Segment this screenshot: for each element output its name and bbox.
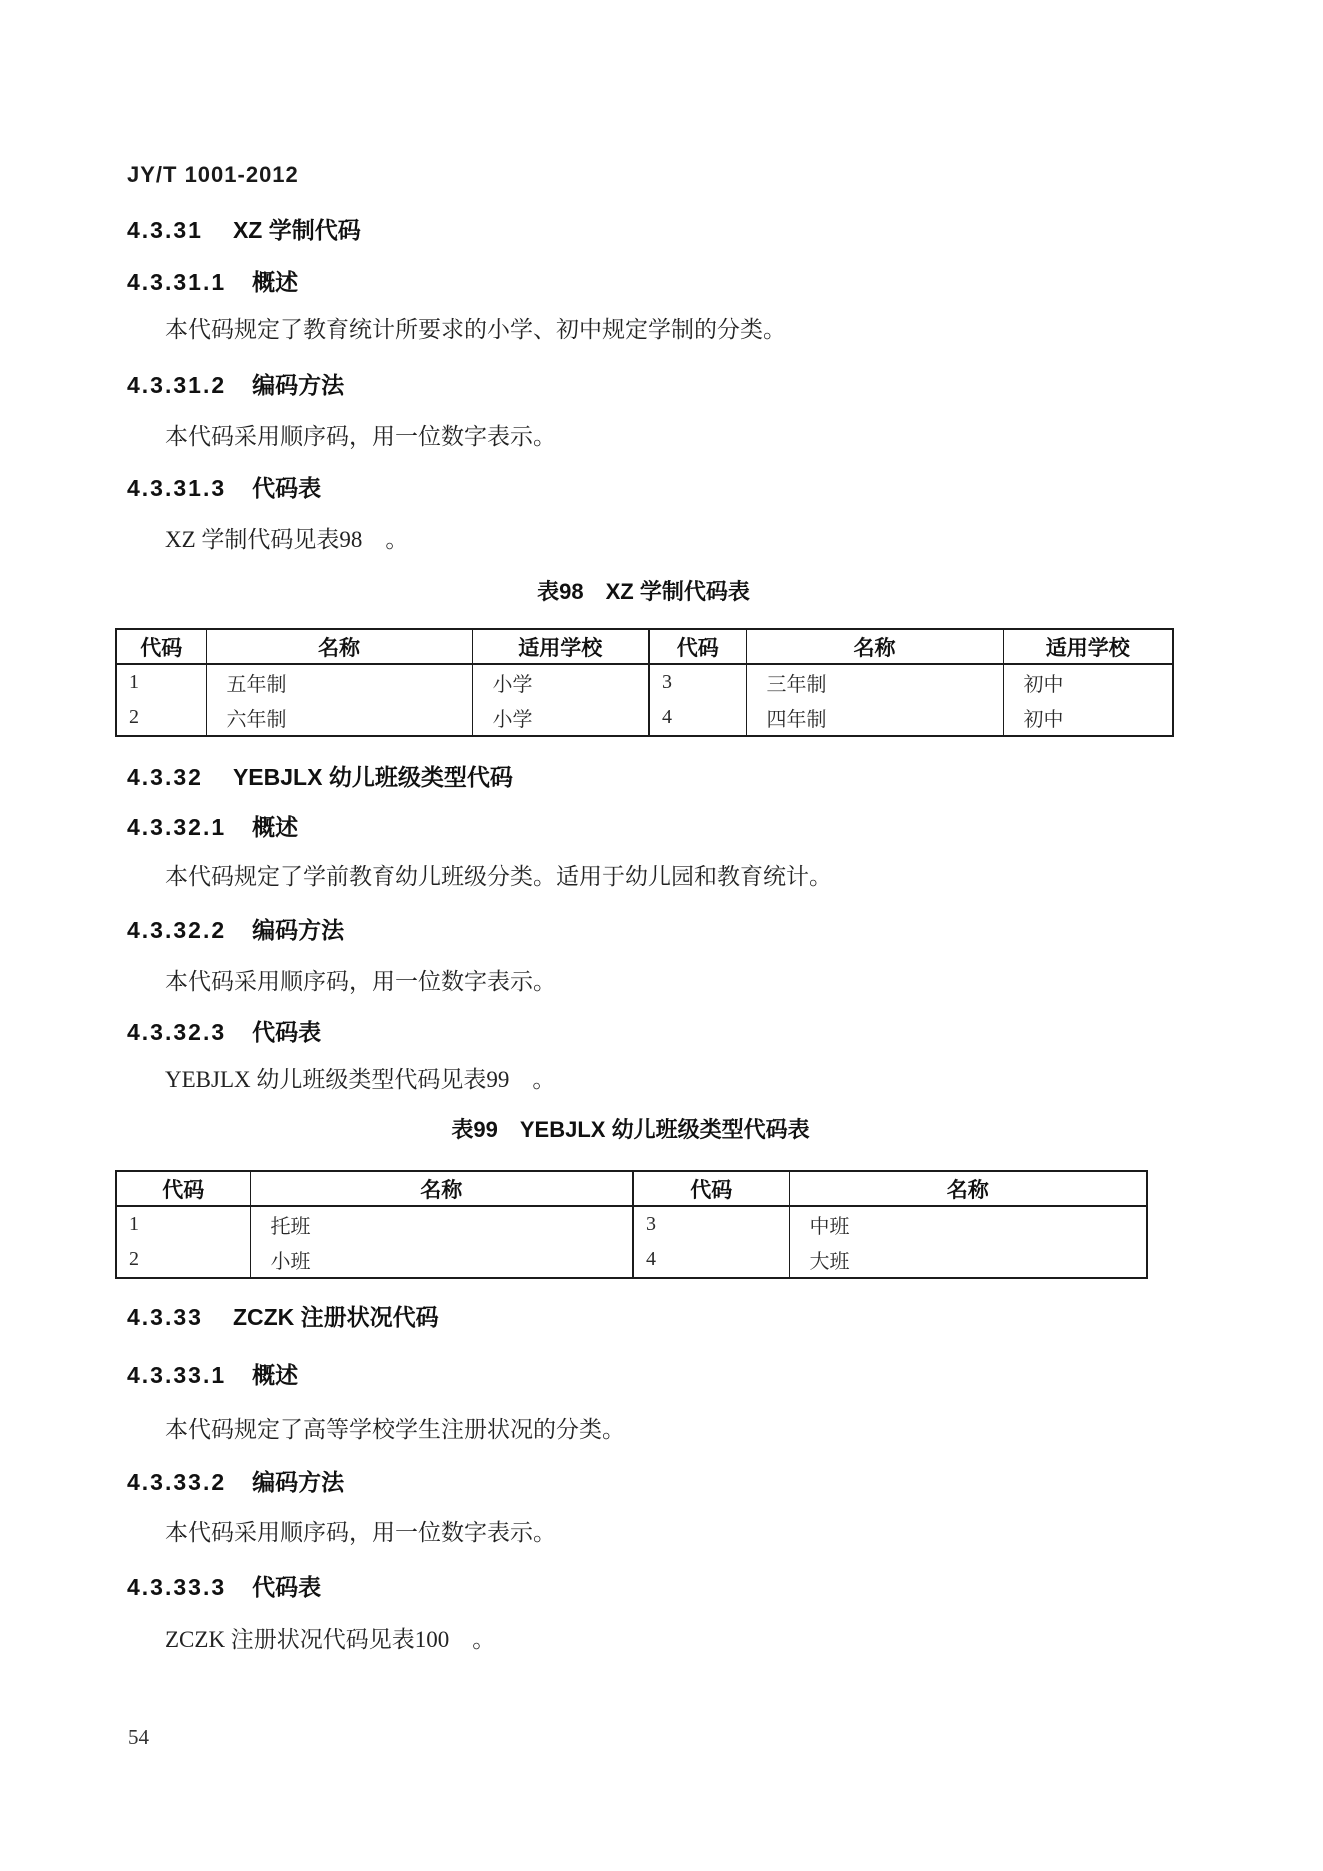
- subsection-title: 编码方法: [252, 917, 345, 943]
- table-header-cell: 名称: [250, 1171, 633, 1206]
- table-header-cell: 代码: [116, 629, 206, 664]
- table-row: [116, 1242, 1147, 1278]
- subsection-number: 4.3.32.1: [127, 814, 227, 840]
- table-cell: 托班: [250, 1206, 633, 1242]
- code-table-99: [115, 1170, 1148, 1279]
- table-cell: 4: [649, 700, 746, 736]
- paragraph: 本代码规定了学前教育幼儿班级分类。适用于幼儿园和教育统计。: [165, 864, 832, 889]
- subsection-number: 4.3.31.2: [127, 372, 227, 398]
- paragraph: 本代码采用顺序码，用一位数字表示。: [165, 969, 556, 994]
- table-cell: 3: [649, 664, 746, 700]
- subsection-title: 编码方法: [252, 372, 345, 398]
- table-cell: 4: [633, 1242, 789, 1278]
- table-header-cell: 代码: [116, 1171, 250, 1206]
- subsection-title: 概述: [252, 1362, 299, 1388]
- subsection-number: 4.3.33.2: [127, 1469, 227, 1495]
- table-cell: 六年制: [206, 700, 472, 736]
- table-cell: 3: [633, 1206, 789, 1242]
- section-title: XZ 学制代码: [232, 217, 361, 243]
- table-cell: 中班: [789, 1206, 1147, 1242]
- subsection-heading-4-3-33-3: [127, 1572, 1323, 1602]
- subsection-title: 概述: [252, 269, 299, 295]
- table-header-cell: 代码: [649, 629, 746, 664]
- table-cell: 小班: [250, 1242, 633, 1278]
- subsection-heading-4-3-31-3: [127, 473, 1323, 503]
- subsection-heading-4-3-31-1: [127, 267, 1323, 297]
- section-heading-4-3-31: [127, 215, 1323, 245]
- table-header-cell: 适用学校: [1003, 629, 1173, 664]
- table-header-row: [116, 1171, 1147, 1206]
- section-heading-4-3-33: [127, 1302, 1323, 1332]
- table-header-cell: 代码: [633, 1171, 789, 1206]
- subsection-title: 编码方法: [252, 1469, 345, 1495]
- page-number: 54: [128, 1725, 149, 1749]
- table-caption: 表98 XZ 学制代码表: [537, 579, 750, 604]
- section-number: 4.3.32: [127, 764, 203, 790]
- table-row: [116, 664, 1173, 700]
- subsection-heading-4-3-32-1: [127, 812, 1323, 842]
- subsection-title: 代码表: [252, 1574, 322, 1600]
- code-table-98: [115, 628, 1174, 737]
- table-cell: 1: [129, 1213, 139, 1235]
- table-cell: 大班: [789, 1242, 1147, 1278]
- table-header-cell: 适用学校: [472, 629, 649, 664]
- subsection-number: 4.3.33.3: [127, 1574, 227, 1600]
- table-cell: 2: [129, 1248, 139, 1270]
- table-cell: 初中: [1003, 700, 1173, 736]
- subsection-heading-4-3-33-1: [127, 1360, 1323, 1390]
- paragraph: 本代码规定了高等学校学生注册状况的分类。: [165, 1417, 625, 1442]
- paragraph: 本代码规定了教育统计所要求的小学、初中规定学制的分类。: [165, 317, 786, 342]
- subsection-title: 代码表: [252, 475, 322, 501]
- table-cell: 五年制: [206, 664, 472, 700]
- table-header-row: [116, 629, 1173, 664]
- table-cell: 三年制: [746, 664, 1003, 700]
- subsection-number: 4.3.31.1: [127, 269, 227, 295]
- paragraph: XZ 学制代码见表98 。: [165, 527, 409, 552]
- table-cell: 1: [129, 671, 139, 693]
- table-header-cell: 名称: [789, 1171, 1147, 1206]
- table-cell: 四年制: [746, 700, 1003, 736]
- subsection-heading-4-3-33-2: [127, 1467, 1323, 1497]
- table-cell: 初中: [1003, 664, 1173, 700]
- table-row: [116, 1206, 1147, 1242]
- table-row: [116, 700, 1173, 736]
- subsection-heading-4-3-31-2: [127, 370, 1323, 400]
- paragraph: ZCZK 注册状况代码见表100 。: [165, 1627, 496, 1652]
- table-cell: 小学: [472, 664, 649, 700]
- paragraph: YEBJLX 幼儿班级类型代码见表99 。: [165, 1067, 556, 1092]
- subsection-title: 概述: [252, 814, 299, 840]
- section-heading-4-3-32: [127, 762, 1323, 792]
- table-cell: 2: [129, 706, 139, 728]
- doc-code: JY/T 1001-2012: [127, 162, 299, 187]
- paragraph: 本代码采用顺序码，用一位数字表示。: [165, 424, 556, 449]
- section-number: 4.3.31: [127, 217, 203, 243]
- subsection-number: 4.3.33.1: [127, 1362, 227, 1388]
- subsection-number: 4.3.32.3: [127, 1019, 227, 1045]
- paragraph: 本代码采用顺序码，用一位数字表示。: [165, 1520, 556, 1545]
- table-header-cell: 名称: [746, 629, 1003, 664]
- table-cell: 小学: [472, 700, 649, 736]
- section-title: YEBJLX 幼儿班级类型代码: [232, 764, 513, 790]
- section-number: 4.3.33: [127, 1304, 203, 1330]
- subsection-number: 4.3.31.3: [127, 475, 227, 501]
- table-header-cell: 名称: [206, 629, 472, 664]
- subsection-heading-4-3-32-3: [127, 1017, 1323, 1047]
- section-title: ZCZK 注册状况代码: [232, 1304, 439, 1330]
- table-caption: 表99 YEBJLX 幼儿班级类型代码表: [451, 1117, 810, 1142]
- subsection-number: 4.3.32.2: [127, 917, 227, 943]
- subsection-title: 代码表: [252, 1019, 322, 1045]
- subsection-heading-4-3-32-2: [127, 915, 1323, 945]
